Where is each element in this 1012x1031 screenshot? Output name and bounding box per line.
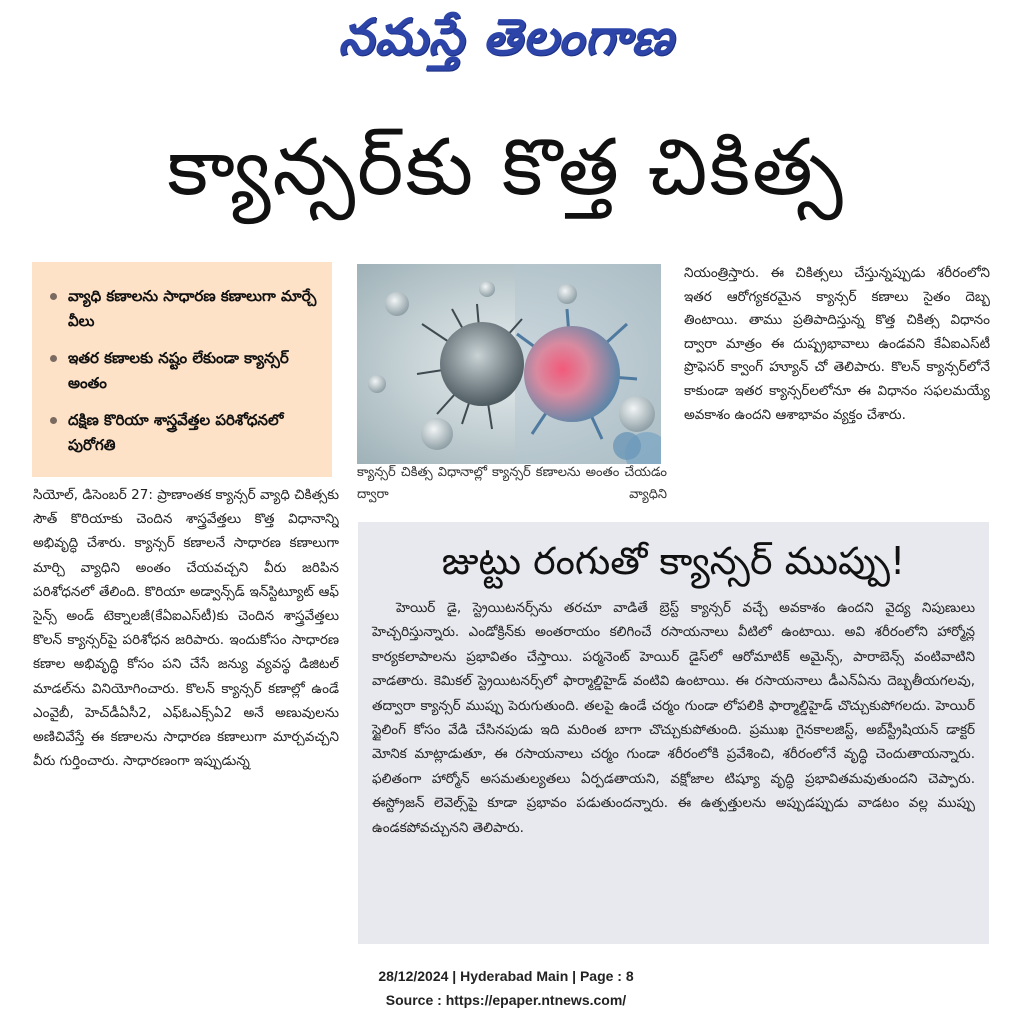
article-body-right: నియంత్రిస్తారు. ఈ చికిత్సలు చేస్తున్నప్పుడు శరీరంలోని ఇతర ఆరోగ్యకరమైన క్యాన్సర్‌ కణాలు సైతం దెబ్బ తింటాయి. తాము ప్రతిపాదిస్తున్న కొత్త చికిత్స విధానం ద్వారా మాత్రం ఈ దుష్ప్రభావాలు ఉండవని కేఏఐఎస్‌టీ ప్రొఫెసర్‌ క్వాంగ్‌ హ్యూన్‌ చో తెలిపారు. కొలన్‌ క్యాన్సర్‌లోనే కాకుండా ఇతర క్యాన్సర్‌లలోనూ ఈ విధానం సఫలమయ్యే అవకాశం ఉందని ఆశాభావం వ్యక్తం చేశారు. bbox=[684, 265, 990, 423]
newspaper-logo: నమస్తే తెలంగాణ bbox=[338, 7, 674, 66]
page-footer bbox=[0, 964, 1012, 1012]
sidebar-headline: జుట్టు రంగుతో క్యాన్సర్‌ ముప్పు! bbox=[441, 539, 906, 583]
article-headline-block bbox=[0, 110, 1012, 245]
sidebar-box bbox=[358, 522, 989, 944]
source-link: Source : https://epaper.ntnews.com/ bbox=[385, 992, 627, 1008]
highlight-item: వ్యాధి కణాలను సాధారణ కణాలుగా మార్చే వీలు bbox=[46, 284, 320, 334]
highlights-list bbox=[46, 284, 320, 458]
masthead bbox=[0, 0, 1012, 86]
cancer-cell-illustration bbox=[357, 264, 661, 464]
highlights-box bbox=[32, 262, 332, 477]
edition-info: 28/12/2024 | Hyderabad Main | Page : 8 bbox=[378, 968, 634, 984]
article-body-left: సియోల్‌, డిసెంబర్‌ 27: ప్రాణాంతక క్యాన్సర్‌ వ్యాధి చికిత్సకు సౌత్‌ కొరియాకు చెందిన శాస్త్రవేత్తలు కొత్త విధానాన్ని అభివృద్ధి చేశారు. క్యాన్సర్‌ కణాలనే సాధారణ కణాలుగా మార్చి వ్యాధిని అంతం చేయవచ్చని వీరు జరిపిన పరిశోధనలో తేలింది. కొరియా అడ్వాన్స్‌డ్‌ ఇన్‌స్టిట్యూట్‌ ఆఫ్‌ సైన్స్‌ అండ్‌ టెక్నాలజీ(కేఏఐఎస్‌టీ)కు చెందిన శాస్త్రవేత్తలు కొలన్‌ క్యాన్సర్‌పై పరిశోధన జరిపారు. ఇందుకోసం సాధారణ కణాల అభివృద్ధి కోసం పని చేసే జన్యు వ్యవస్థ డిజిటల్‌ మాడల్‌ను వినియోగించారు. కొలన్‌ క్యాన్సర్‌ కణాల్లో ఉండే ఎంవైబీ, హెచ్‌డీఏసీ2, ఎఫ్‌ఓఎక్స్‌ఏ2 అనే అణువులను అణిచివేస్తే ఈ కణాలను సాధారణ కణాలుగా మార్చవచ్చని వీరు గుర్తించారు. సాధారణంగా ఇప్పుడున్న bbox=[33, 487, 339, 770]
sidebar-body: హెయిర్‌ డై, స్ట్రెయిటనర్స్‌ను తరచూ వాడితే బ్రెస్ట్‌ క్యాన్సర్‌ వచ్చే అవకాశం ఉందని వైద్య నిపుణులు హెచ్చరిస్తున్నారు. ఎండోక్రిన్‌కు అంతరాయం కలిగించే రసాయనాలు వీటిలో ఉంటాయి. అవి శరీరంలోని హార్మోన్ల కార్యకలాపాలను ప్రభావితం చేస్తాయి. పర్మనెంట్‌ హెయిర్‌ డైస్‌లో ఆరోమాటిక్‌ అమైన్స్‌, పారాబెన్స్‌ వంటివాటిని వాడతారు. కెమికల్‌ స్ట్రెయిటనర్స్‌లో ఫార్మాల్డిహైడ్‌ వంటివి ఉంటాయి. ఈ రసాయనాలు డీఎన్‌ఏను దెబ్బతీయగలవు, తద్వారా క్యాన్సర్‌ ముప్పు పెరుగుతుంది. తలపై ఉండే చర్మం గుండా లోపలికి ఫార్మాల్డిహైడ్‌ చొచ్చుకుపోగలదు. హెయిర్‌ స్టైలింగ్‌ కోసం వేడి చేసినపుడు ఇది మరింత బాగా చొచ్చుకుపోతుంది. ప్రముఖ గైనకాలజిస్ట్‌, అబ్‌స్ట్రీషియన్‌ డాక్టర్‌ మోనిక మాట్లాడుతూ, ఈ రసాయనాలు చర్మం గుండా శరీరంలోకి ప్రవేశించి, శరీరంలోనే వృద్ధి చెందుతాయన్నారు. ఫలితంగా హార్మోన్‌ అసమతుల్యతలు ఏర్పడతాయని, వక్షోజాల టిష్యూ వృద్ధి ప్రభావితమవుతుందని చెప్పారు. ఈస్ట్రోజన్‌ లెవెల్స్‌పై కూడా ప్రభావం పడుతుందన్నారు. ఈ ఉత్పత్తులను అప్పుడప్పుడు వాడటం వల్ల ముప్పు ఉండకపోవచ్చునని తెలిపారు. bbox=[372, 600, 975, 836]
photo-caption: క్యాన్సర్‌ చికిత్స విధానాల్లో క్యాన్సర్‌ కణాలను అంతం చేయడం ద్వారా వ్యాధిని bbox=[357, 465, 667, 502]
highlight-item: ఇతర కణాలకు నష్టం లేకుండా క్యాన్సర్‌ అంతం bbox=[46, 346, 320, 396]
highlight-item: దక్షిణ కొరియా శాస్త్రవేత్తల పరిశోధనలో పురోగతి bbox=[46, 408, 320, 458]
article-headline: క్యాన్సర్‌కు కొత్త చికిత్స bbox=[167, 123, 845, 213]
cancer-cell-photo bbox=[357, 264, 661, 464]
